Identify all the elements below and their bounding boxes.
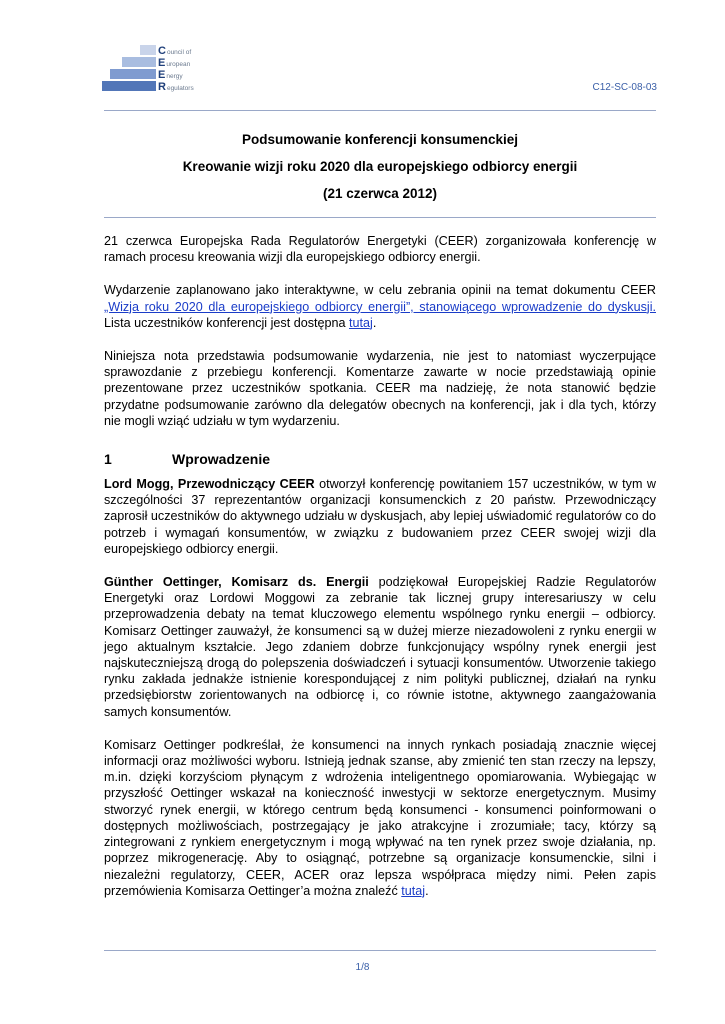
participants-list-link[interactable]: tutaj [349, 315, 373, 330]
section-heading [104, 451, 656, 468]
section-number: 1 [104, 451, 112, 468]
intro-paragraph-1: 21 czerwca Europejska Rada Regulatorów Energetyki (CEER) zorganizowała konferencję w ramach procesu kreowania wizji dla europejskiego odbiorcy energii. [104, 234, 656, 265]
logo-bar-4 [102, 81, 156, 91]
intro-paragraph-3: Niniejsza nota przedstawia podsumowanie wydarzenia, nie jest to natomiast wyczerpujące sprawozdanie z przebiegu konferencji. Komentarze zawarte w nocie przedstawiają opinie prezentowane przez uczestników spotkania. CEER ma nadzieję, że nota stanowić będzie przydatne podsumowanie zarówno dla delegatów obecnych na konferencji, jak i dla tych, którzy nie mogli wziąć udziału w tym wydarzeniu. [104, 349, 656, 428]
logo-bar-1 [140, 45, 156, 55]
title-rule [104, 217, 656, 218]
title-line-1: Podsumowanie konferencji konsumenckiej [241, 132, 519, 147]
intro-paragraph-2: Wydarzenie zaplanowano jako interaktywne, w celu zebrania opinii na temat dokumentu CEER „Wizja roku 2020 dla europejskiego odbiorcy energii”, stanowiącego wprowadzenie do dyskusji. Lista uczestników konferencji jest dostępna tutaj. [104, 283, 656, 330]
title-line-2: Kreowanie wizji roku 2020 dla europejskiego odbiorcy energii [182, 159, 578, 174]
logo-line-4: Regulators [158, 81, 194, 93]
logo-bar-3 [110, 69, 156, 79]
speech-link[interactable]: tutaj [401, 883, 426, 898]
document-body [104, 233, 656, 916]
document-code: C12-SC-08-03 [592, 82, 657, 93]
logo-line-1: Council of [158, 45, 192, 57]
vision-document-link[interactable]: „Wizja roku 2020 dla europejskiego odbiorcy energii”, stanowiącego wprowadzenie do dyskusji. [104, 299, 656, 314]
logo-bar-2 [122, 57, 156, 67]
logo-line-2: European [158, 57, 191, 69]
ceer-logo [102, 45, 212, 101]
section-paragraph-2: Günther Oettinger, Komisarz ds. Energii podziękował Europejskiej Radzie Regulatorów Energetyki oraz Lordowi Moggowi za zebranie tak licznej grupy interesariuszy w celu przeprowadzenia debaty na temat kluczowego elementu wspólnego rynku energii – odbiorcy. Komisarz Oettinger zauważył, że konsumenci są w dużej mierze niezadowoleni z rynku energii w jego aktualnym kształcie. Jego zdaniem dobrze funkcjonujący wspólny rynek energii jest najskuteczniejszą drogą do polepszenia doświadczeń i sytuacji konsumentów. Utworzenie takiego rynku zakłada jednakże istnienie korespondującej z nim polityki publicznej, działań na rynku przedsiębiorstw zorientowanych na odbiorcę i, co równie istotne, aktywnego zaangażowania samych konsumentów. [104, 575, 657, 719]
footer-rule [104, 950, 656, 951]
logo-text [158, 45, 218, 93]
section-paragraph-1: Lord Mogg, Przewodniczący CEER otworzył konferencję powitaniem 157 uczestników, w tym w szczególności 37 reprezentantów organizacji konsumenckich z 20 państw. Przewodniczący zaprosił uczestników do aktywnego udziału w dyskusjach, aby lepiej uświadomić regulatorów co do potrzeb i wymagań konsumentów, w związku z budowaniem przez CEER swojej wizji dla europejskiego odbiorcy energii. [104, 477, 656, 556]
title-block [104, 126, 656, 207]
logo-line-3: Energy [158, 69, 183, 81]
section-paragraph-3: Komisarz Oettinger podkreślał, że konsumenci na innych rynkach posiadają znacznie więcej informacji oraz możliwości wyboru. Istnieją jednak szanse, aby zmienić ten stan rzeczy na lepszy, m.in. dzięki korzyściom płynącym z wdrożenia inteligentnego opomiarowania. Wybiegając w przyszłość Oettinger wskazał na konieczność inwestycji w sektorze energetycznym. Musimy stworzyć rynek energii, w którego centrum będą konsumenci - konsumenci poinformowani o dostępnych możliwościach, postrzegający je jako atrakcyjne i zrozumiałe; tacy, którzy są zintegrowani z rynkiem energetycznym i mogą wpływać na ten rynek przez swoje działania, np. poprzez mikrogenerację. Aby to osiągnąć, potrzebne są organizacje konsumenckie, silni i niezależni regulatorzy, CEER, ACER oraz lepsza współpraca między nimi. Pełen zapis przemówienia Komisarza Oettinger’a można znaleźć tutaj. [104, 737, 656, 898]
logo-bars [102, 45, 156, 101]
section-title: Wprowadzenie [172, 451, 271, 468]
speaker-oettinger: Günther Oettinger, Komisarz ds. Energii [104, 575, 369, 590]
speaker-mogg: Lord Mogg, Przewodniczący CEER [104, 477, 315, 492]
page-number: 1/8 [355, 962, 370, 973]
header-rule [104, 110, 656, 111]
title-date: (21 czerwca 2012) [322, 186, 438, 201]
